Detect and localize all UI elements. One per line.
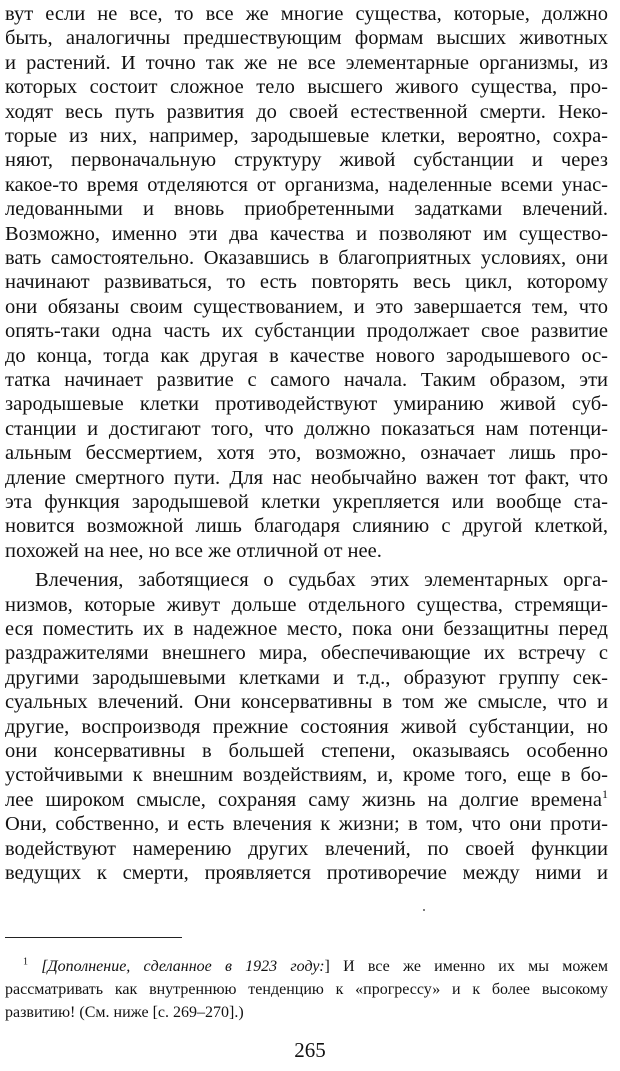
text-line: они консервативны в большей степени, оказываясь особенно	[5, 740, 608, 762]
text-line: дление смертного пути. Для нас необычайно важен тот факт, что	[5, 466, 608, 489]
footnote-reference: 1	[602, 787, 608, 801]
footnote-line	[23, 955, 608, 978]
footnote-line: рассматривать как внутреннюю тенденцию к «прогрессу» и к более высокому	[5, 981, 608, 998]
footnote-text: ] И все же именно их мы можем	[324, 958, 608, 975]
text-line: суальных влечений. Они консервативны в том же смысле, что и	[5, 691, 608, 714]
text-line: и растений. И точно так же не все элементарные организмы, из	[5, 51, 608, 74]
text-line: какое-то время отделяются от организма, наделенные всеми унас-	[5, 173, 608, 196]
ink-speck	[423, 909, 425, 911]
footnote-separator	[5, 937, 182, 938]
text-line: Возможно, именно эти два качества и позволяют им существо-	[5, 222, 608, 245]
text-line: новится возможной лишь благодаря слиянию с другой клеткой,	[5, 515, 608, 538]
text-line: эта функция зародышевой клетки укрепляется или вообще ста-	[5, 491, 608, 513]
footnote-editorial-note: [Дополнение, сделанное в 1923 году:	[41, 958, 325, 975]
footnote-line: развитию! (См. ниже [с. 269–270].)	[5, 1004, 244, 1021]
page-number: 265	[294, 1038, 326, 1062]
text-line: опять-таки одна часть их субстанции продолжает свое развитие	[5, 320, 608, 343]
footnote-marker: 1	[23, 956, 28, 968]
text-line: торые из них, например, зародышевые клетки, вероятно, сохра-	[5, 125, 608, 147]
text-line: ходят весь путь развития до своей естественной смерти. Неко-	[5, 100, 608, 123]
text-line: альным бессмертием, хотя это, возможно, означает лишь про-	[5, 442, 608, 465]
text-line: Влечения, заботящиеся о судьбах этих элементарных орга-	[35, 569, 608, 592]
text-line: низмов, которые живут дольше отдельного существа, стремящи-	[5, 593, 608, 616]
text-line: быть, аналогичны предшествующим формам высших животных	[5, 27, 608, 50]
text-line: которых состоит сложное тело высшего живого существа, про-	[5, 76, 608, 99]
text-line: няют, первоначальную структуру живой субстанции и через	[5, 149, 608, 172]
text-line: вать самостоятельно. Оказавшись в благоприятных условиях, они	[5, 247, 608, 269]
text-line: устойчивыми к внешним воздействиям, и, кроме того, еще в бо-	[5, 764, 608, 787]
text-line: вут если не все, то все же многие существа, которые, должно	[5, 3, 608, 25]
text-line: Они, собственно, и есть влечения к жизни; в том, что они проти-	[5, 813, 608, 836]
text-line: другие, воспроизводя прежние состояния живой субстанции, но	[5, 715, 608, 738]
text-line: татка начинает развитие с самого начала. Таким образом, эти	[5, 369, 608, 391]
text-line	[5, 788, 608, 813]
text-line: раздражителями внешнего мира, обеспечивающие их встречу с	[5, 642, 608, 665]
text-line: другими зародышевыми клетками и т.д., образуют группу сек-	[5, 666, 608, 689]
text-line: ведущих к смерти, проявляется противоречие между ними и	[5, 862, 608, 884]
text-line: они обязаны своим существованием, и это завершается тем, что	[5, 295, 608, 318]
text-line: еся поместить их в надежное место, пока они беззащитны перед	[5, 618, 608, 640]
text-line: до конца, тогда как другая в качестве нового зародышевого ос-	[5, 344, 608, 367]
text-line: ледованными и вновь приобретенными задатками влечений.	[5, 198, 608, 221]
text-line: зародышевые клетки противодействуют умиранию живой суб-	[5, 393, 608, 416]
text-line: похожей на нее, но все же отличной от нее.	[5, 539, 382, 562]
text-line: водействуют намерению других влечений, по своей функции	[5, 837, 608, 860]
text-line: начинают развиваться, то есть повторять весь цикл, которому	[5, 271, 608, 294]
text-line-content: лее широком смысле, сохраняя саму жизнь на долгие времена	[5, 788, 602, 811]
text-line: станции и достигают того, что должно показаться нам потенци-	[5, 417, 608, 440]
